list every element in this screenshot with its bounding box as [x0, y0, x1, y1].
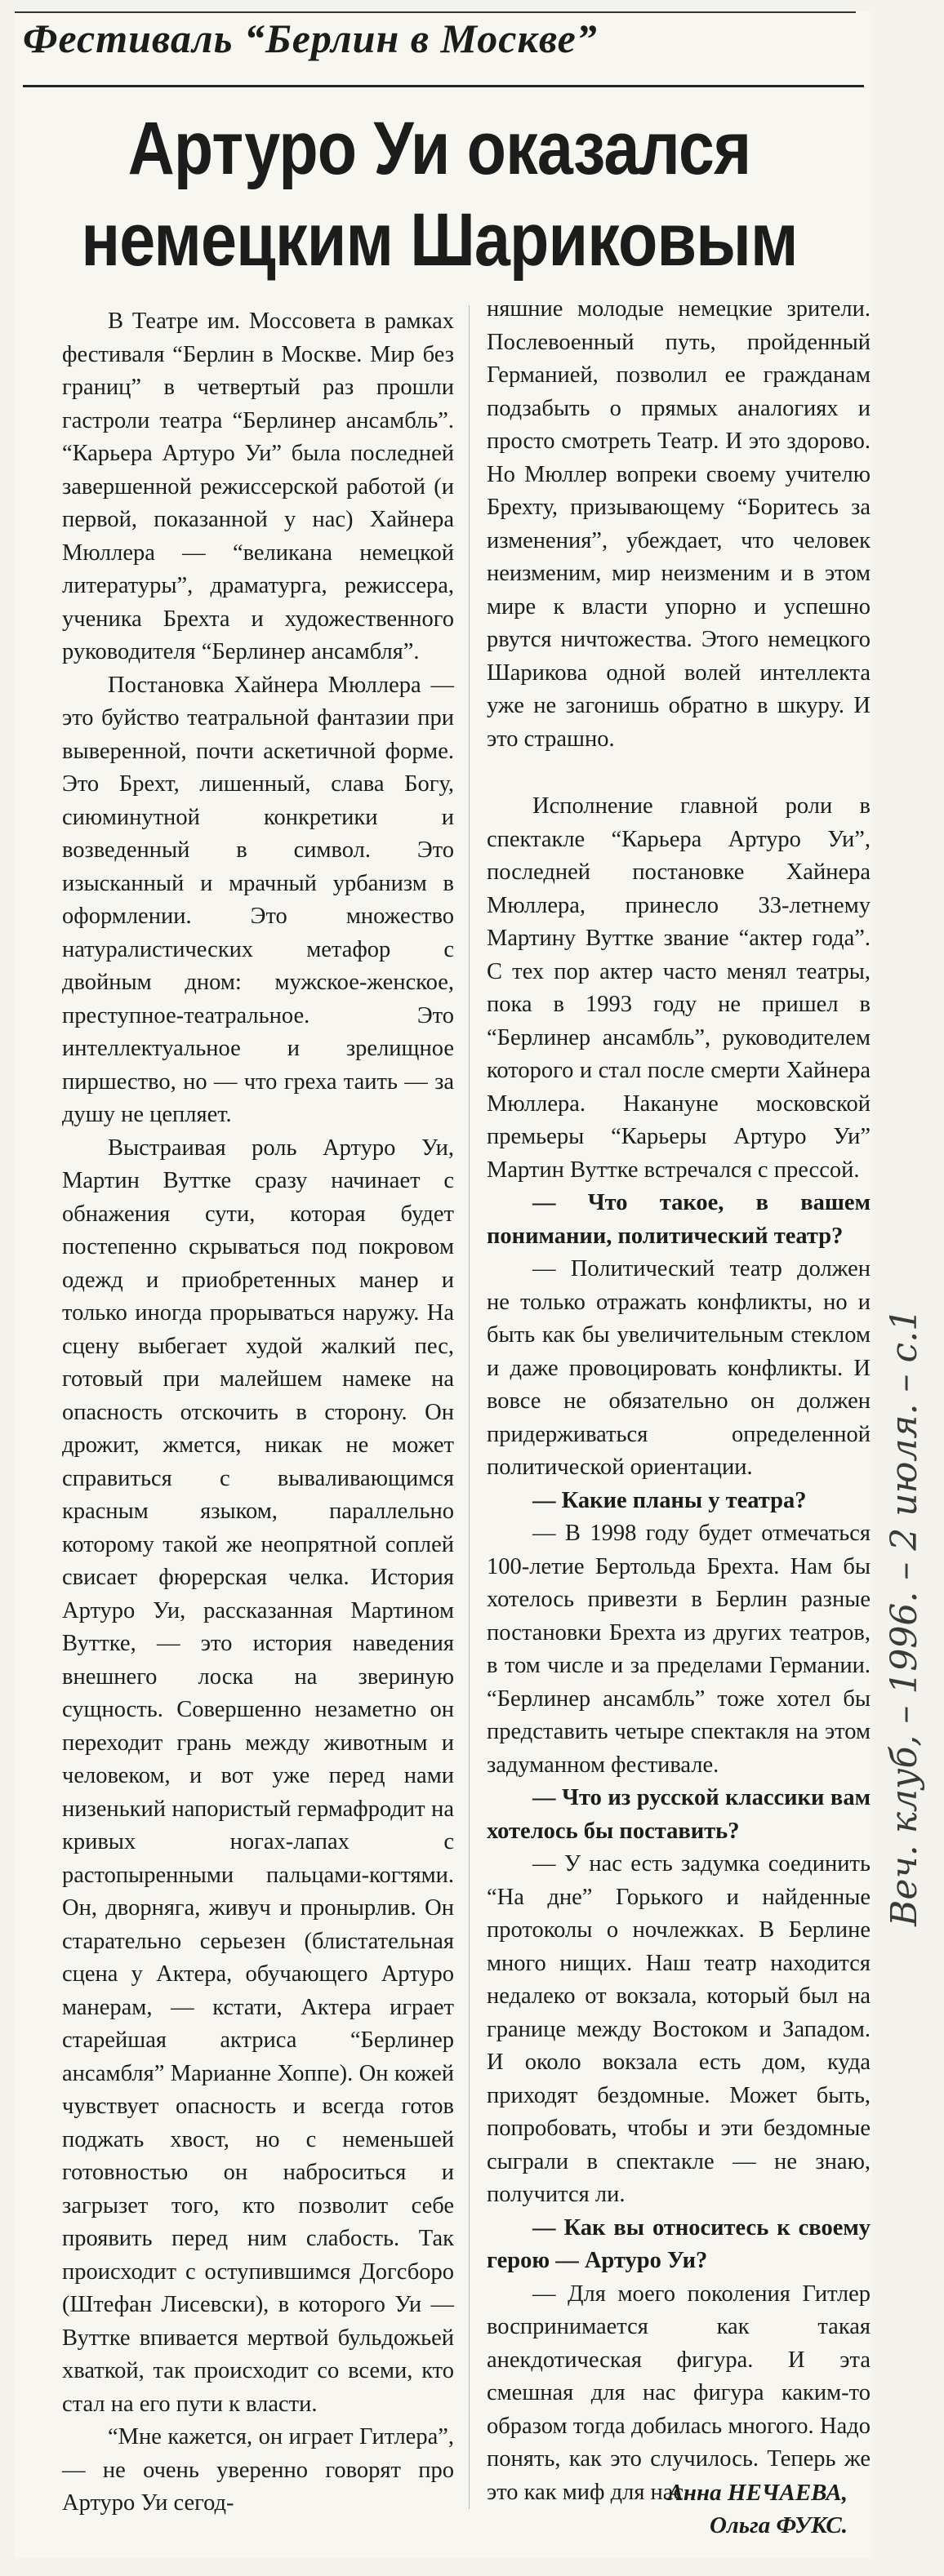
interview-question: — Как вы относитесь к своему герою — Артуро Уи?	[487, 2214, 871, 2273]
headline: Артуро Уи оказался немецким Шариковым	[81, 107, 798, 282]
interview-question: — Какие планы у театра?	[532, 1487, 807, 1513]
interview-question: — Что такое, в вашем понимании, политический театр?	[487, 1190, 871, 1249]
paragraph: Постановка Хайнера Мюллера — это буйство театральной фантазии при выверенной, почти аскетичной форме. Это Брехт, лишенный, слава Богу, сиюминутной конкретики и возведенный в символ. Это изысканный и мрачный урбанизм в оформлении. Это множество натуралистических метафор с двойным дном: мужское-женское, преступное-театральное. Это интеллектуальное и зрелищное пиршество, но — что греха таить — за душу не цепляет.	[62, 672, 454, 1127]
paragraph: Исполнение главной роли в спектакле “Карьера Артуро Уи”, последней постановке Хайнера Мюллера, принесло 33-летнему Мартину Вуттке звание “актер года”. С тех пор актер часто менял театры, пока в 1993 году не пришел в “Берлинер ансамбль”, руководителем которого и стал после смерти Хайнера Мюллера. Накануне московской премьеры “Карьеры Артуро Уи” Мартин Вуттке встречался с прессой.	[487, 793, 871, 1183]
interview-answer: — Политический театр должен не только отражать конфликты, но и быть как бы увеличительным стеклом и даже провоцировать конфликты. И вовсе не обязательно он должен придерживаться определенной политической ориентации.	[487, 1256, 871, 1480]
author-name: Анна НЕЧАЕВА,	[667, 2480, 848, 2506]
rubric-title: Фестиваль “Берлин в Москве”	[23, 16, 598, 61]
interview-answer: — У нас есть задумка соединить “На дне” Горького и найденные протоколы о ночлежках. В Берлине много нищих. Наш театр находится недалеко от вокзала, который был на границе между Востоком и Западом. И около вокзала есть дом, куда приходят бездомные. Может быть, попробовать, чтобы и эти бездомные сыграли в спектакле — не знаю, получится ли.	[487, 1851, 871, 2207]
column-divider	[469, 305, 470, 2509]
rubric-underline	[23, 85, 864, 87]
left-column	[62, 305, 454, 2520]
top-rule	[15, 11, 856, 13]
newspaper-clipping	[15, 11, 872, 2558]
right-column	[487, 293, 871, 2509]
author-name: Ольга ФУКС.	[709, 2512, 848, 2538]
interview-answer: — В 1998 году будет отмечаться 100-летие Бертольда Брехта. Нам бы хотелось привезти в Берлин разные постановки Брехта из других театров, в том числе и за пределами Германии. “Берлинер ансамбль” тоже хотел бы представить четыре спектакля на этом задуманном фестивале.	[487, 1521, 871, 1778]
author-signature	[668, 2476, 848, 2542]
paragraph: “Мне кажется, он играет Гитлера”, — не очень уверенно говорят про Артуро Уи сегод-	[62, 2424, 454, 2516]
interview-question: — Что из русской классики вам хотелось бы поставить?	[487, 1785, 871, 1844]
handwritten-citation: Веч. клуб, – 1996. – 2 июля. – с.1	[884, 1308, 925, 1926]
paragraph-continued: няшние молодые немецкие зрители. Послевоенный путь, пройденный Германией, позволил ее гражданам подзабыть о прямых аналогиях и просто смотреть Театр. И это здорово. Но Мюллер вопреки своему учителю Брехту, призывающему “Боритесь за изменения”, убеждает, что человек неизменим, мир неизменим и в этом мире к власти упорно и успешно рвутся ничтожества. Этого немецкого Шарикова одной волей интеллекта уже не загонишь обратно в шкуру. И это страшно.	[487, 296, 871, 752]
paragraph: В Театре им. Моссовета в рамках фестиваля “Берлин в Москве. Мир без границ” в четвертый раз прошли гастроли театра “Берлинер ансамбль”. “Карьера Артуро Уи” была последней завершенной режиссерской работой (и первой, показанной у нас) Хайнера Мюллера — “великана немецкой литературы”, драматурга, режиссера, ученика Брехта и художественного руководителя “Берлинер ансамбля”.	[62, 309, 454, 664]
paragraph: Выстраивая роль Артуро Уи, Мартин Вуттке сразу начинает с обнажения сути, которая будет постепенно скрываться под покровом одежд и приобретенных манер и только иногда прорываться наружу. На сцену выбегает худой жалкий пес, готовый при малейшем намеке на опасность отскочить в сторону. Он дрожит, жмется, никак не может справиться с вываливающимся красным языком, параллельно которому такой же неопрятной соплей свисает фюрерская челка. История Артуро Уи, рассказанная Мартином Вуттке, — это история наведения внешнего лоска на звериную сущность. Совершенно незаметно он переходит грань между животным и человеком, и вот уже перед нами низенький напористый гермафродит на кривых ногах-лапах с растопыренными пальцами-когтями. Он, дворняга, живуч и пронырлив. Он старательно серьезен (блистательная сцена у Актера, обучающего Артуро манерам, — кстати, Актера играет старейшая актриса “Берлинер ансамбля” Марианне Хоппе). Он кожей чувствует опасность и всегда готов поджать хвост, но с неменьшей готовностью он наброситься и загрызет того, кто позволит себе проявить перед ним слабость. Так происходит с оступившимся Догсборо (Штефан Лисевски), в которого Уи — Вуттке впивается мертвой бульдожьей хваткой, так происходит со всеми, кто стал на его пути к власти.	[62, 1135, 454, 2417]
interview-answer: — Для моего поколения Гитлер воспринимается как такая анекдотическая фигура. И эта смешная для нас фигура каким-то образом тогда добилась многого. Надо понять, как это случилось. Теперь же это как миф для нас.	[487, 2281, 871, 2505]
